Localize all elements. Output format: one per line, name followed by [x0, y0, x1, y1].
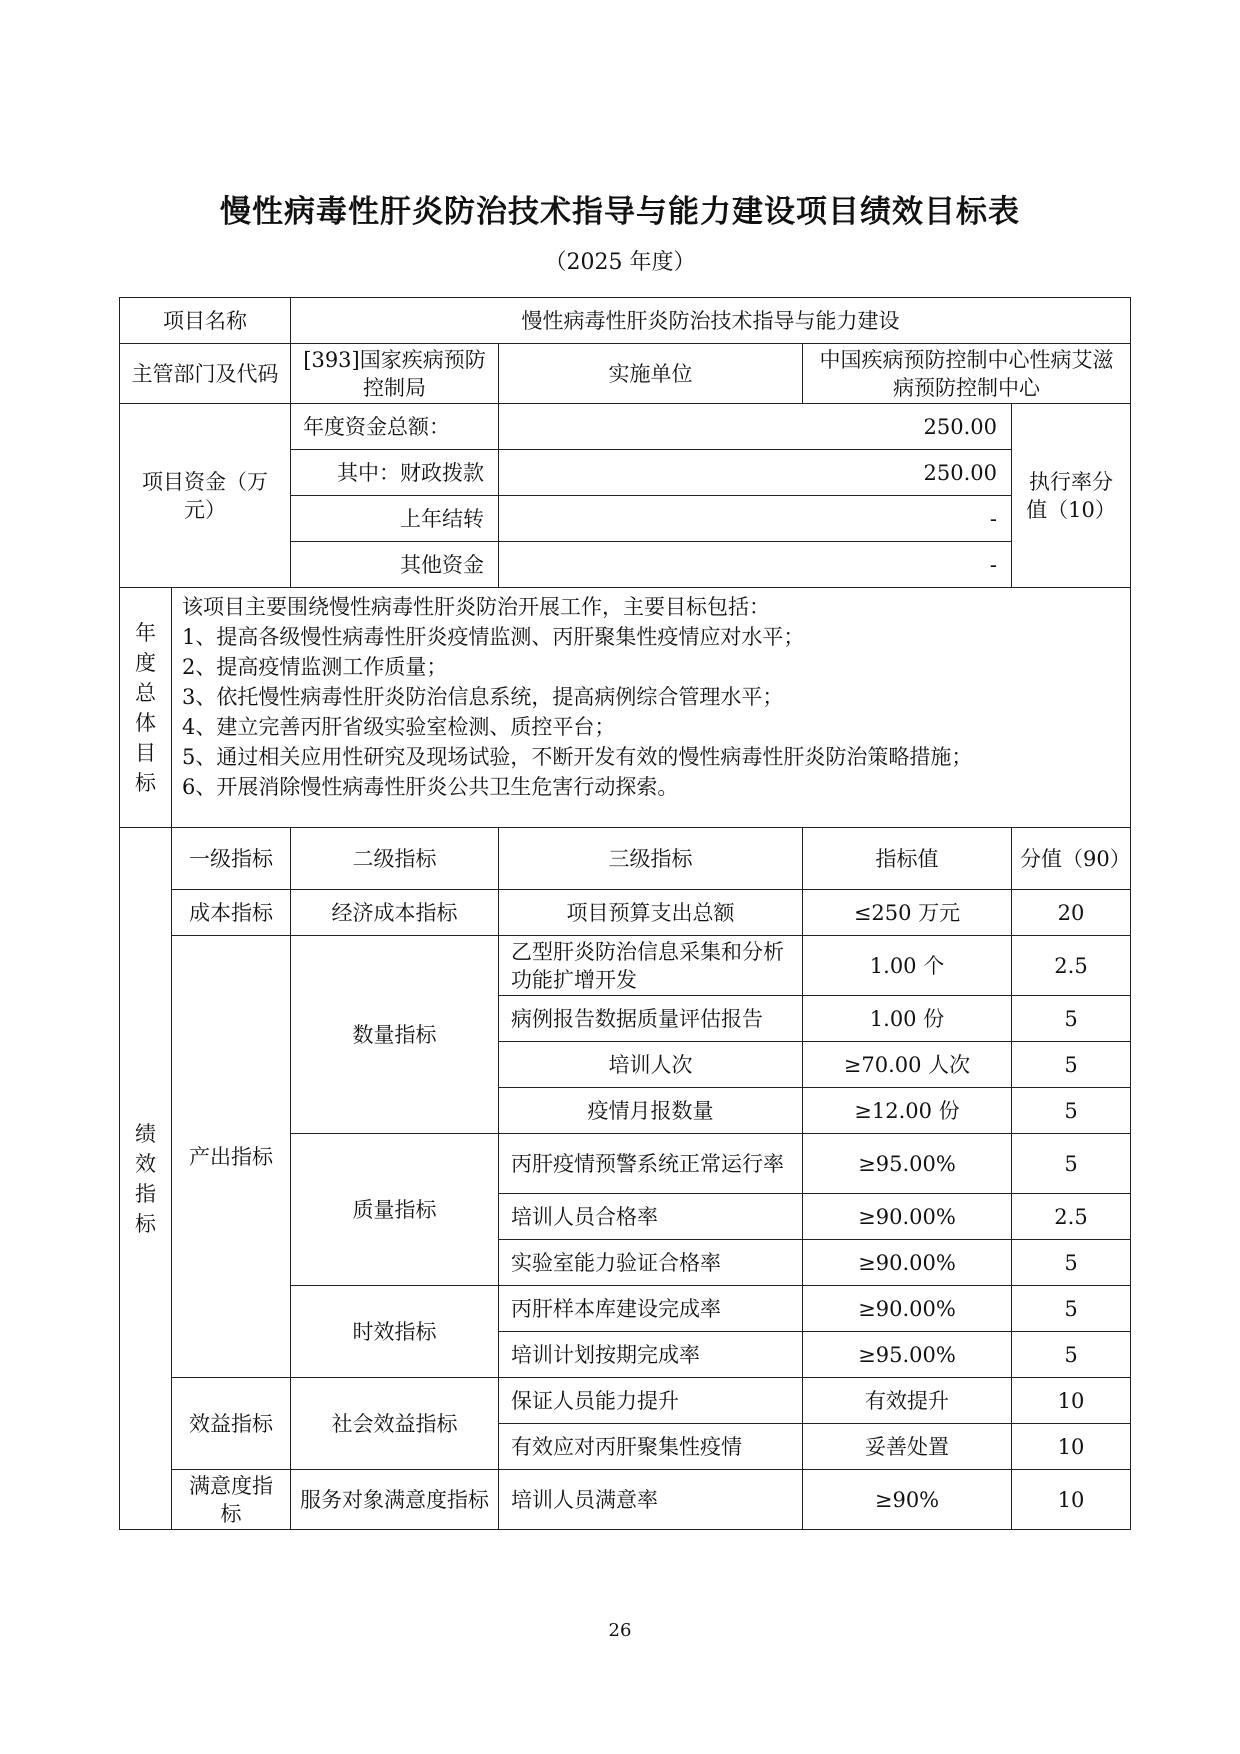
header-level2: 二级指标 — [291, 828, 499, 890]
vertical-label-char: 标 — [135, 770, 156, 795]
indicator-score: 10 — [1012, 1378, 1131, 1424]
indicator-value: ≥12.00 份 — [803, 1088, 1012, 1134]
funds-row-value: 250.00 — [499, 450, 1012, 496]
funds-row-label: 上年结转 — [291, 496, 499, 542]
indicator-name: 保证人员能力提升 — [499, 1378, 803, 1424]
indicator-name: 项目预算支出总额 — [499, 890, 803, 936]
impl-unit-value: 中国疾病预防控制中心性病艾滋病预防控制中心 — [803, 344, 1131, 404]
indicator-value: ≥90.00% — [803, 1240, 1012, 1286]
indicator-name: 培训人次 — [499, 1042, 803, 1088]
indicator-score: 5 — [1012, 1134, 1131, 1194]
performance-table — [119, 297, 1131, 1530]
header-score: 分值（90） — [1012, 828, 1131, 890]
indicator-score: 10 — [1012, 1424, 1131, 1470]
header-level1: 一级指标 — [172, 828, 291, 890]
indicator-value: ≥70.00 人次 — [803, 1042, 1012, 1088]
impl-unit-label: 实施单位 — [499, 344, 803, 404]
funds-row-label: 其中：财政拨款 — [291, 450, 499, 496]
vertical-label-char: 度 — [135, 650, 156, 675]
funds-row-value: - — [499, 542, 1012, 588]
indicator-name: 实验室能力验证合格率 — [499, 1240, 803, 1286]
indicator-value: 有效提升 — [803, 1378, 1012, 1424]
indicator-name: 有效应对丙肝聚集性疫情 — [499, 1424, 803, 1470]
funds-row-value: - — [499, 496, 1012, 542]
goal-line: 6、开展消除慢性病毒性肝炎公共卫生危害行动探索。 — [182, 775, 679, 799]
goal-line: 3、依托慢性病毒性肝炎防治信息系统，提高病例综合管理水平； — [182, 685, 784, 709]
vertical-label-char: 效 — [135, 1151, 156, 1176]
indicator-score: 2.5 — [1012, 1194, 1131, 1240]
exec-rate-label: 执行率分值（10） — [1012, 404, 1131, 588]
funds-row-value: 250.00 — [499, 404, 1012, 450]
indicator-score: 5 — [1012, 996, 1131, 1042]
level2-social-benefit: 社会效益指标 — [291, 1378, 499, 1470]
funds-row-label: 其他资金 — [291, 542, 499, 588]
indicator-score: 20 — [1012, 890, 1131, 936]
header-level3: 三级指标 — [499, 828, 803, 890]
vertical-label-char: 绩 — [135, 1121, 156, 1146]
indicator-score: 5 — [1012, 1042, 1131, 1088]
level1-cost: 成本指标 — [172, 890, 291, 936]
indicator-name: 乙型肝炎防治信息采集和分析功能扩增开发 — [499, 936, 803, 996]
indicator-score: 5 — [1012, 1286, 1131, 1332]
dept-label: 主管部门及代码 — [120, 344, 291, 404]
indicator-name: 培训人员满意率 — [499, 1470, 803, 1530]
vertical-label-char: 年 — [135, 620, 156, 645]
indicator-value: ≤250 万元 — [803, 890, 1012, 936]
indicator-score: 10 — [1012, 1470, 1131, 1530]
indicator-value: 妥善处置 — [803, 1424, 1012, 1470]
vertical-label-text — [120, 1119, 171, 1239]
vertical-label-char: 指 — [135, 1181, 156, 1206]
page-number: 26 — [608, 1620, 632, 1641]
project-name-label: 项目名称 — [120, 298, 291, 344]
level2-economic-cost: 经济成本指标 — [291, 890, 499, 936]
level2-quantity: 数量指标 — [291, 936, 499, 1134]
goals-label — [120, 588, 172, 828]
indicator-name: 培训计划按期完成率 — [499, 1332, 803, 1378]
indicator-score: 2.5 — [1012, 936, 1131, 996]
indicator-name: 丙肝样本库建设完成率 — [499, 1286, 803, 1332]
vertical-label-char: 标 — [135, 1211, 156, 1236]
level2-timeliness: 时效指标 — [291, 1286, 499, 1378]
indicator-score: 5 — [1012, 1088, 1131, 1134]
indicator-name: 丙肝疫情预警系统正常运行率 — [499, 1134, 803, 1194]
vertical-label-char: 体 — [135, 710, 156, 735]
funds-label: 项目资金（万元） — [120, 404, 291, 588]
funds-row-label: 年度资金总额： — [291, 404, 499, 450]
level2-service-satisfaction: 服务对象满意度指标 — [291, 1470, 499, 1530]
page-title: 慢性病毒性肝炎防治技术指导与能力建设项目绩效目标表 — [220, 194, 1020, 230]
indicator-value: ≥90.00% — [803, 1194, 1012, 1240]
goal-line: 该项目主要围绕慢性病毒性肝炎防治开展工作，主要目标包括： — [182, 595, 770, 619]
vertical-label-char: 目 — [135, 740, 156, 765]
indicator-value: 1.00 个 — [803, 936, 1012, 996]
indicators-label — [120, 828, 172, 1530]
indicator-score: 5 — [1012, 1332, 1131, 1378]
indicator-name: 病例报告数据质量评估报告 — [499, 996, 803, 1042]
dept-value: [393]国家疾病预防控制局 — [291, 344, 499, 404]
level1-satisfaction: 满意度指标 — [172, 1470, 291, 1530]
indicator-value: ≥95.00% — [803, 1134, 1012, 1194]
goal-line: 4、建立完善丙肝省级实验室检测、质控平台； — [182, 715, 616, 739]
level1-output: 产出指标 — [172, 936, 291, 1378]
goals-text — [172, 588, 1131, 828]
indicator-value: ≥90% — [803, 1470, 1012, 1530]
goal-line: 5、通过相关应用性研究及现场试验，不断开发有效的慢性病毒性肝炎防治策略措施； — [182, 745, 973, 769]
project-name-value: 慢性病毒性肝炎防治技术指导与能力建设 — [291, 298, 1131, 344]
goal-line: 2、提高疫情监测工作质量； — [182, 655, 448, 679]
indicator-name: 培训人员合格率 — [499, 1194, 803, 1240]
goal-line: 1、提高各级慢性病毒性肝炎疫情监测、丙肝聚集性疫情应对水平； — [182, 625, 805, 649]
level2-quality: 质量指标 — [291, 1134, 499, 1286]
header-value: 指标值 — [803, 828, 1012, 890]
indicator-value: ≥95.00% — [803, 1332, 1012, 1378]
indicator-score: 5 — [1012, 1240, 1131, 1286]
vertical-label-text — [120, 618, 171, 798]
page-subtitle: （2025 年度） — [544, 250, 696, 275]
level1-benefit: 效益指标 — [172, 1378, 291, 1470]
indicator-value: 1.00 份 — [803, 996, 1012, 1042]
indicator-name: 疫情月报数量 — [499, 1088, 803, 1134]
vertical-label-char: 总 — [135, 680, 156, 705]
indicator-value: ≥90.00% — [803, 1286, 1012, 1332]
